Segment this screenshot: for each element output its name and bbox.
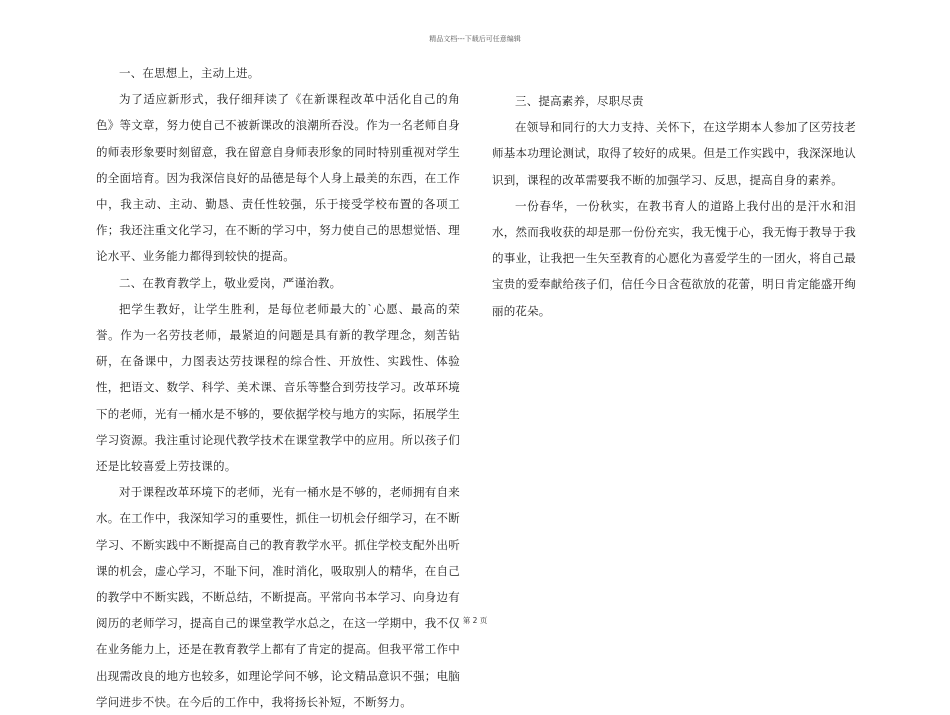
section-heading-3: 三、提高素养，尽职尽责 bbox=[515, 94, 644, 108]
page-number: 第 2 页 bbox=[462, 616, 488, 625]
body-paragraph: 在领导和同行的大力支持、关怀下，在这学期本人参加了区劳技老师基本功理论测试，取得了较好的成果。但是工作实践中，我深深地认识到，课程的改革需要我不断的加强学习、反思，提高自身的素养。 bbox=[492, 120, 856, 187]
body-paragraph: 为了适应新形式，我仔细拜读了《在新课程改革中活化自己的角色》等文章，努力使自己不被新课改的浪潮所吞没。作为一名老师自身的师表形象要时刻留意，我在留意自身师表形象的同时特别重视对学生的全面培育。因为我深信良好的品德是每个人身上最美的东西，在工作中，我主动、主动、勤恳、责任性较强，乐于接受学校布置的各项工作；我还注重文化学习，在不断的学习中，努力使自己的思想觉悟、理论水平、业务能力都得到较快的提高。 bbox=[96, 92, 460, 264]
body-paragraph: 对于课程改革环境下的老师，光有一桶水是不够的，老师拥有自来水。在工作中，我深知学习的重要性，抓住一切机会仔细学习，在不断学习、不断实践中不断提高自己的教育教学水平。抓住学校支配外出听课的机会，虚心学习，不耻下问，准时消化，吸取别人的精华，在自己的教学中不断实践，不断总结，不断提高。平常向书本学习、向身边有阅历的老师学习，提高自己的课堂教学水总之，在这一学期中，我不仅在业务能力上，还是在教育教学上都有了肯定的提高。但我平常工作中出现需改良的地方也较多，如理论学问不够，论文精品意识不强；电脑学问进步不快。在今后的工作中，我将扬长补短，不断努力。 bbox=[96, 485, 460, 709]
section-heading-2: 二、在教育教学上，敬业爱岗，严谨治教。 bbox=[119, 275, 342, 290]
body-paragraph: 把学生教好，让学生胜利，是每位老师最大的`心愿、最高的荣誉。作为一名劳技老师，最紧迫的问题是具有新的教学理念，刻苦钻研，在备课中，力图表达劳技课程的综合性、开放性、实践性、体验性，把语文、数学、科学、美术课、音乐等整合到劳技学习。改革环境下的老师，光有一桶水是不够的，要依据学校与地方的实际，拓展学生学习资源。我注重讨论现代教学技术在课堂教学中的应用。所以孩子们还是比较喜爱上劳技课的。 bbox=[96, 301, 460, 474]
section-heading-1: 一、在思想上，主动上进。 bbox=[119, 66, 260, 80]
page-header: 精品文档---下载后可任意编辑 bbox=[429, 35, 521, 43]
right-column bbox=[492, 60, 856, 324]
body-paragraph: 一份春华，一份秋实，在教书育人的道路上我付出的是汗水和泪水，然而我收获的却是那一份份充实，我无愧于心，我无悔于教导于我的事业，让我把一生矢至教育的心愿化为喜爱学生的一团火，将自己最宝贵的爱奉献给孩子们，信任今日含苞欲放的花蕾，明日肯定能盛开绚丽的花朵。 bbox=[492, 198, 856, 318]
